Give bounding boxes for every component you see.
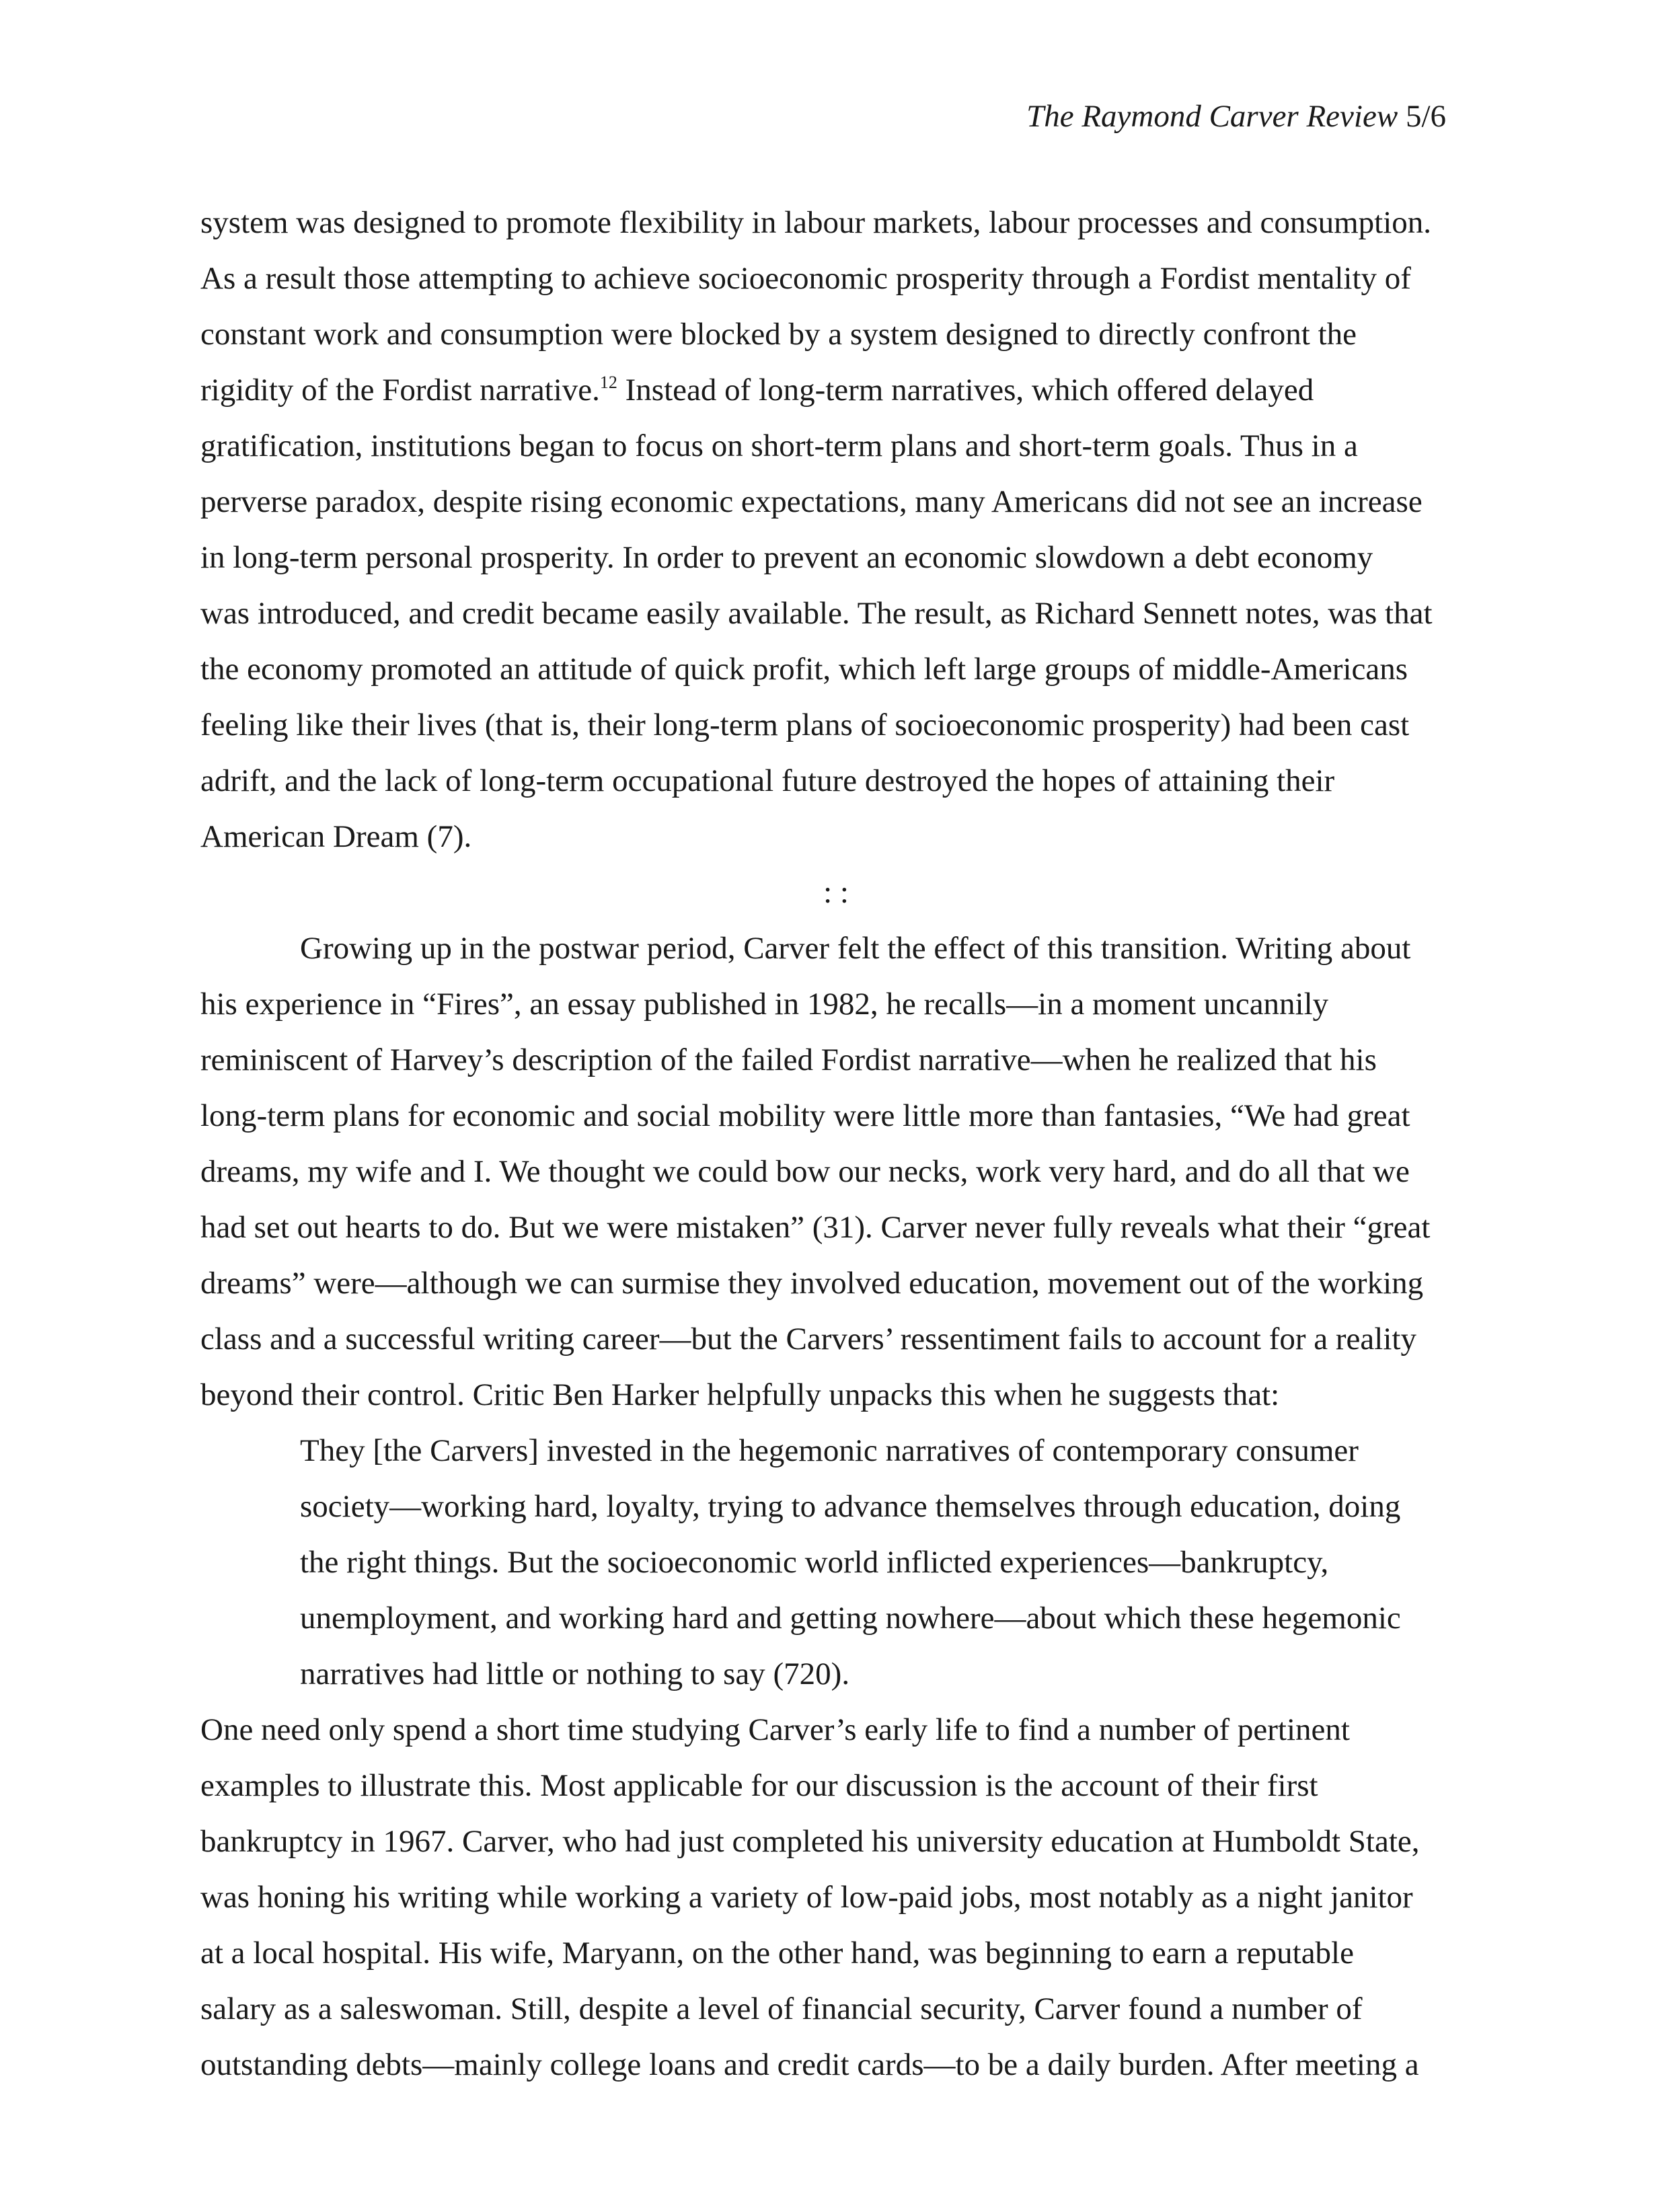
text-line: bankruptcy in 1967. Carver, who had just completed his university education at Humboldt State, (200, 1824, 1420, 1859)
text-line: reminiscent of Harvey’s description of the failed Fordist narrative—when he realized that his (200, 1042, 1377, 1077)
text-line: feeling like their lives (that is, their long-term plans of socioeconomic prosperity) had been cast (200, 708, 1410, 742)
text-line: examples to illustrate this. Most applicable for our discussion is the account of their first (200, 1768, 1318, 1803)
running-header (1026, 96, 1446, 137)
text-segment: rigidity of the Fordist narrative. (200, 373, 600, 408)
text-line: was honing his writing while working a variety of low-paid jobs, most notably as a night janitor (200, 1880, 1413, 1915)
text-line: gratification, institutions began to focus on short-term plans and short-term goals. Thus in a (200, 428, 1358, 463)
text-line: in long-term personal prosperity. In order to prevent an economic slowdown a debt economy (200, 540, 1373, 575)
text-line: One need only spend a short time studying Carver’s early life to find a number of pertinent (200, 1712, 1350, 1747)
paragraph-1 (200, 195, 1472, 865)
paragraph-2 (200, 921, 1472, 1423)
text-line: at a local hospital. His wife, Maryann, on the other hand, was beginning to earn a reputable (200, 1936, 1354, 1971)
text-line: long-term plans for economic and social mobility were little more than fantasies, “We had great (200, 1098, 1410, 1133)
text-line: salary as a saleswoman. Still, despite a level of financial security, Carver found a number of (200, 1991, 1363, 2026)
text-line: Growing up in the postwar period, Carver felt the effect of this transition. Writing about (300, 931, 1411, 966)
text-line: dreams, my wife and I. We thought we could bow our necks, work very hard, and do all that we (200, 1154, 1410, 1189)
section-break: : : (823, 875, 849, 910)
text-line: As a result those attempting to achieve socioeconomic prosperity through a Fordist mentality of (200, 261, 1411, 296)
quote-line: narratives had little or nothing to say (720). (300, 1656, 850, 1691)
block-quote (200, 1423, 1472, 1702)
body-text (200, 195, 1472, 2093)
footnote-reference: 12 (599, 373, 617, 392)
page-number: 5/6 (1405, 99, 1446, 134)
text-line: American Dream (7). (200, 819, 472, 854)
text-line: system was designed to promote flexibility in labour markets, labour processes and consumption. (200, 205, 1432, 240)
text-line: adrift, and the lack of long-term occupational future destroyed the hopes of attaining their (200, 763, 1335, 798)
quote-line: unemployment, and working hard and getting nowhere—about which these hegemonic (300, 1601, 1401, 1636)
paragraph-3 (200, 1702, 1472, 2093)
quote-line: They [the Carvers] invested in the hegemonic narratives of contemporary consumer (300, 1433, 1359, 1468)
text-line: his experience in “Fires”, an essay published in 1982, he recalls—in a moment uncannily (200, 987, 1329, 1022)
text-segment: Instead of long-term narratives, which offered delayed (617, 373, 1314, 408)
text-line: constant work and consumption were blocked by a system designed to directly confront the (200, 317, 1357, 352)
text-line: the economy promoted an attitude of quick profit, which left large groups of middle-Americans (200, 652, 1408, 687)
text-line: had set out hearts to do. But we were mistaken” (31). Carver never fully reveals what their “great (200, 1210, 1431, 1245)
text-line: class and a successful writing career—but the Carvers’ ressentiment fails to account for a reality (200, 1322, 1416, 1357)
journal-title: The Raymond Carver Review (1026, 99, 1398, 134)
text-line: outstanding debts—mainly college loans and credit cards—to be a daily burden. After meeting a (200, 2047, 1419, 2082)
text-line: was introduced, and credit became easily available. The result, as Richard Sennett notes, was that (200, 596, 1433, 631)
text-line: beyond their control. Critic Ben Harker helpfully unpacks this when he suggests that: (200, 1377, 1280, 1412)
quote-line: society—working hard, loyalty, trying to advance themselves through education, doing (300, 1489, 1401, 1524)
text-line-with-footnote (200, 363, 1472, 418)
text-line: dreams” were—although we can surmise they involved education, movement out of the working (200, 1266, 1424, 1301)
text-line: perverse paradox, despite rising economic expectations, many Americans did not see an increase (200, 484, 1423, 519)
quote-line: the right things. But the socioeconomic world inflicted experiences—bankruptcy, (300, 1545, 1329, 1580)
